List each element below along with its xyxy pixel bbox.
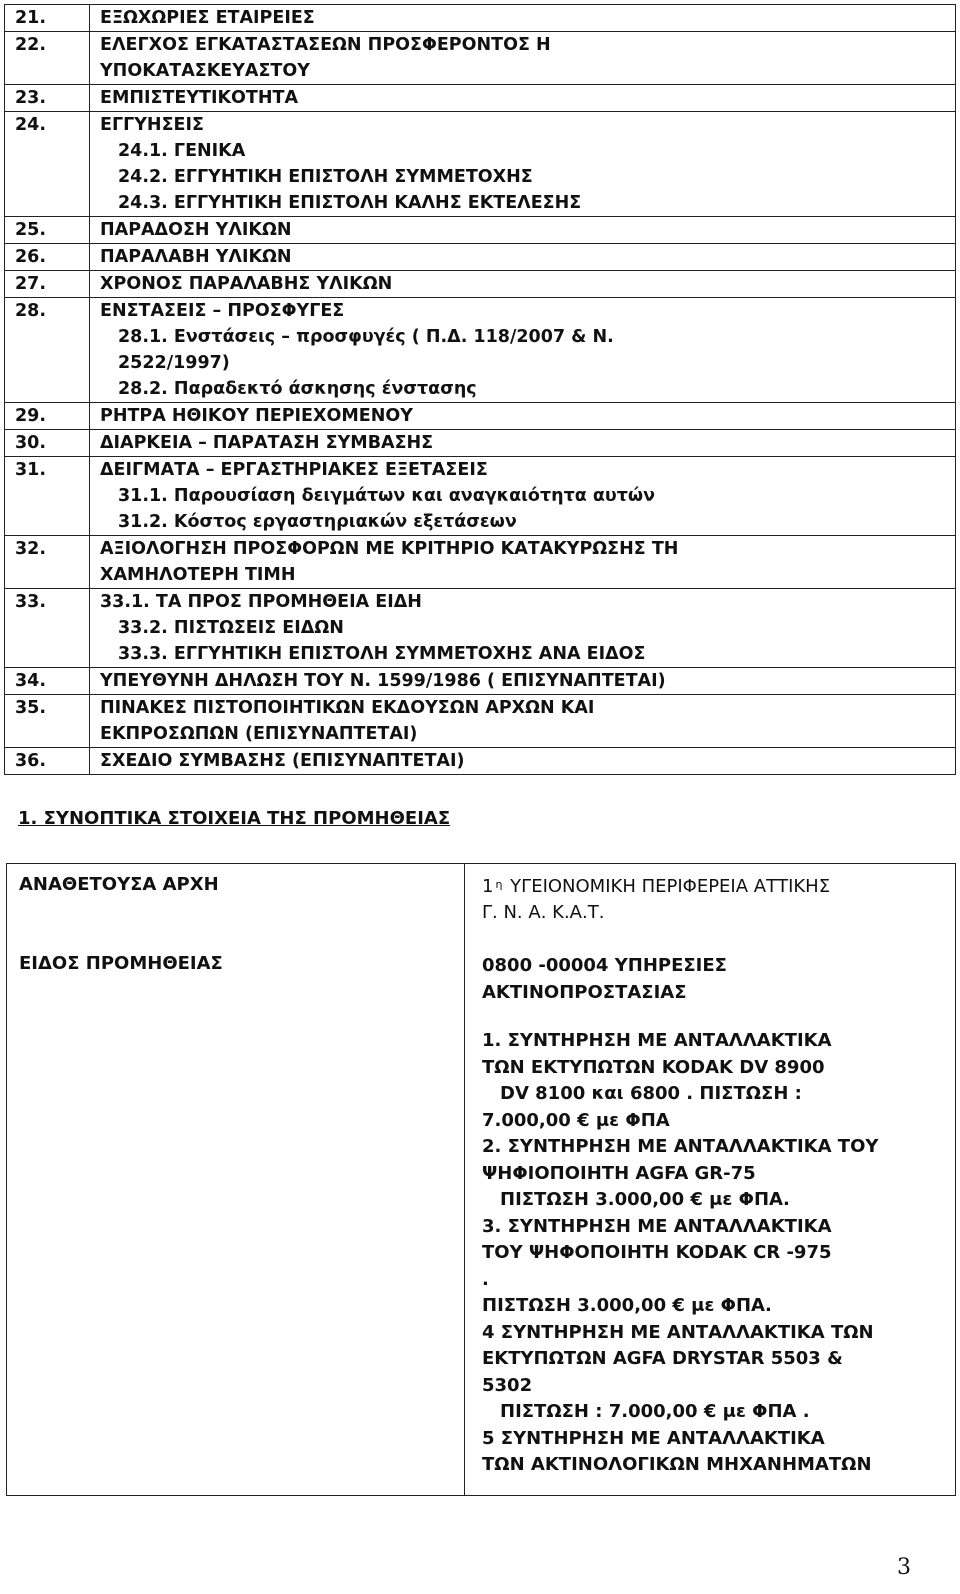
toc-line: ΔΕΙΓΜΑΤΑ – ΕΡΓΑΣΤΗΡΙΑΚΕΣ ΕΞΕΤΑΣΕΙΣ <box>100 460 488 480</box>
toc-title <box>90 536 956 589</box>
authority-line-1-text: ΥΓΕΙΟΝΟΜΙΚΗ ΠΕΡΙΦΕΡΕΙΑ ΑΤΤΙΚΗΣ <box>510 876 831 897</box>
toc-title <box>90 5 956 32</box>
toc-row <box>5 5 956 32</box>
toc-line: ΕΜΠΙΣΤΕΥΤΙΚΟΤΗΤΑ <box>100 88 298 108</box>
toc-row <box>5 271 956 298</box>
toc-number: 29. <box>5 403 90 430</box>
toc-line: ΥΠΟΚΑΤΑΣΚΕΥΑΣΤΟΥ <box>100 61 310 81</box>
procurement-item-line: DV 8100 και 6800 . ΠΙΣΤΩΣΗ : <box>500 1083 802 1104</box>
toc-title <box>90 457 956 536</box>
toc-title <box>90 85 956 112</box>
toc-row <box>5 668 956 695</box>
toc-line: 2522/1997) <box>118 353 230 373</box>
toc-title <box>90 112 956 217</box>
toc-line: ΧΡΟΝΟΣ ΠΑΡΑΛΑΒΗΣ ΥΛΙΚΩΝ <box>100 274 393 294</box>
toc-number: 30. <box>5 430 90 457</box>
toc-title <box>90 695 956 748</box>
toc-line: 31.1. Παρουσίαση δειγμάτων και αναγκαιότητα αυτών <box>118 486 655 506</box>
toc-line: 24.2. ΕΓΓΥΗΤΙΚΗ ΕΠΙΣΤΟΛΗ ΣΥΜΜΕΤΟΧΗΣ <box>118 167 533 187</box>
procurement-item-line: ΤΟΥ ΨΗΦΟΠΟΙΗΤΗ KODAK CR -975 <box>482 1242 832 1263</box>
procurement-item-line: 5 ΣΥΝΤΗΡΗΣΗ ΜΕ ΑΝΤΑΛΛΑΚΤΙΚΑ <box>482 1427 825 1449</box>
toc-title <box>90 668 956 695</box>
toc-line: ΣΧΕΔΙΟ ΣΥΜΒΑΣΗΣ (ΕΠΙΣΥΝΑΠΤΕΤΑΙ) <box>100 751 465 771</box>
authority-line-2: Γ. Ν. Α. Κ.Α.Τ. <box>482 902 605 923</box>
toc-row <box>5 536 956 589</box>
procurement-item-line: ΨΗΦΙΟΠΟΙΗΤΗ AGFA GR-75 <box>482 1162 756 1184</box>
toc-line: ΕΚΠΡΟΣΩΠΩΝ (ΕΠΙΣΥΝΑΠΤΕΤΑΙ) <box>100 724 418 744</box>
toc-title <box>90 589 956 668</box>
procurement-item-line: ΤΩΝ ΕΚΤΥΠΩΤΩΝ KODAK DV 8900 <box>482 1056 825 1078</box>
toc-line: ΠΑΡΑΛΑΒΗ ΥΛΙΚΩΝ <box>100 247 292 267</box>
toc-line: 24.1. ΓΕΝΙΚΑ <box>118 141 246 161</box>
toc-title <box>90 217 956 244</box>
toc-line: ΕΞΩΧΩΡΙΕΣ ΕΤΑΙΡΕΙΕΣ <box>100 8 315 28</box>
toc-number: 25. <box>5 217 90 244</box>
toc-line: ΕΝΣΤΑΣΕΙΣ – ΠΡΟΣΦΥΓΕΣ <box>100 301 345 321</box>
toc-title <box>90 32 956 85</box>
toc-row <box>5 748 956 775</box>
procurement-item-line: . <box>482 1268 489 1290</box>
procurement-item-line: ΠΙΣΤΩΣΗ : 7.000,00 € με ΦΠΑ . <box>500 1401 810 1422</box>
toc-title <box>90 748 956 775</box>
toc-line: ΧΑΜΗΛΟΤΕΡΗ ΤΙΜΗ <box>100 565 296 585</box>
page-number: 3 <box>897 1555 911 1580</box>
toc-number: 24. <box>5 112 90 217</box>
toc-body <box>5 5 956 775</box>
toc-row <box>5 457 956 536</box>
toc-row <box>5 589 956 668</box>
procurement-type-line-2: ΑΚΤΙΝΟΠΡΟΣΤΑΣΙΑΣ <box>482 981 687 1003</box>
toc-row <box>5 430 956 457</box>
procurement-items <box>482 1028 922 1479</box>
authority-value <box>482 874 922 926</box>
toc-number: 23. <box>5 85 90 112</box>
procurement-type-label: ΕΙΔΟΣ ΠΡΟΜΗΘΕΙΑΣ <box>19 953 223 974</box>
toc-line: 24.3. ΕΓΓΥΗΤΙΚΗ ΕΠΙΣΤΟΛΗ ΚΑΛΗΣ ΕΚΤΕΛΕΣΗΣ <box>118 193 582 213</box>
toc-line: ΠΑΡΑΔΟΣΗ ΥΛΙΚΩΝ <box>100 220 292 240</box>
procurement-item-line: 3. ΣΥΝΤΗΡΗΣΗ ΜΕ ΑΝΤΑΛΛΑΚΤΙΚΑ <box>482 1215 832 1237</box>
toc-line: ΕΓΓΥΗΣΕΙΣ <box>100 115 204 135</box>
toc-number: 28. <box>5 298 90 403</box>
authority-line-1 <box>482 874 922 900</box>
toc-title <box>90 271 956 298</box>
authority-number: 1 <box>482 876 494 897</box>
procurement-summary-box <box>6 863 956 1496</box>
procurement-type-value <box>482 953 922 1006</box>
authority-label: ΑΝΑΘΕΤΟΥΣΑ ΑΡΧΗ <box>19 874 219 895</box>
toc-number: 32. <box>5 536 90 589</box>
toc-row <box>5 695 956 748</box>
toc-row <box>5 217 956 244</box>
toc-number: 33. <box>5 589 90 668</box>
toc-line: 28.2. Παραδεκτό άσκησης ένστασης <box>118 379 477 399</box>
procurement-item-line: 2. ΣΥΝΤΗΡΗΣΗ ΜΕ ΑΝΤΑΛΛΑΚΤΙΚΑ ΤΟΥ <box>482 1136 879 1157</box>
toc-line: ΑΞΙΟΛΟΓΗΣΗ ΠΡΟΣΦΟΡΩΝ ΜΕ ΚΡΙΤΗΡΙΟ ΚΑΤΑΚΥΡΩΣΗΣ ΤΗ <box>100 539 679 559</box>
toc-row <box>5 85 956 112</box>
toc-line: 33.2. ΠΙΣΤΩΣΕΙΣ ΕΙΔΩΝ <box>118 618 344 638</box>
toc-line: ΔΙΑΡΚΕΙΑ – ΠΑΡΑΤΑΣΗ ΣΥΜΒΑΣΗΣ <box>100 433 434 453</box>
procurement-item-line: 4 ΣΥΝΤΗΡΗΣΗ ΜΕ ΑΝΤΑΛΛΑΚΤΙΚΑ ΤΩΝ <box>482 1321 874 1343</box>
toc-line: 33.1. ΤΑ ΠΡΟΣ ΠΡΟΜΗΘΕΙΑ ΕΙΔΗ <box>100 592 422 612</box>
toc-number: 26. <box>5 244 90 271</box>
toc-line: 28.1. Ενστάσεις – προσφυγές ( Π.Δ. 118/2007 & Ν. <box>118 327 614 347</box>
toc-table <box>4 4 956 775</box>
toc-row <box>5 32 956 85</box>
toc-line: 33.3. ΕΓΓΥΗΤΙΚΗ ΕΠΙΣΤΟΛΗ ΣΥΜΜΕΤΟΧΗΣ ΑΝΑ ΕΙΔΟΣ <box>118 644 646 664</box>
column-divider <box>464 864 465 1495</box>
toc-title <box>90 403 956 430</box>
procurement-item-line: ΠΙΣΤΩΣΗ 3.000,00 € με ΦΠΑ. <box>500 1189 790 1210</box>
toc-line: 31.2. Κόστος εργαστηριακών εξετάσεων <box>118 512 517 532</box>
toc-row <box>5 112 956 217</box>
toc-row <box>5 403 956 430</box>
toc-number: 34. <box>5 668 90 695</box>
toc-title <box>90 298 956 403</box>
toc-title <box>90 244 956 271</box>
procurement-item-line: 7.000,00 € με ΦΠΑ <box>482 1109 670 1131</box>
toc-number: 27. <box>5 271 90 298</box>
toc-line: ΡΗΤΡΑ ΗΘΙΚΟΥ ΠΕΡΙΕΧΟΜΕΝΟΥ <box>100 406 413 426</box>
toc-number: 35. <box>5 695 90 748</box>
toc-row <box>5 298 956 403</box>
toc-number: 21. <box>5 5 90 32</box>
toc-line: ΕΛΕΓΧΟΣ ΕΓΚΑΤΑΣΤΑΣΕΩΝ ΠΡΟΣΦΕΡΟΝΤΟΣ Η <box>100 35 551 55</box>
procurement-item-line: ΤΩΝ ΑΚΤΙΝΟΛΟΓΙΚΩΝ ΜΗΧΑΝΗΜΑΤΩΝ <box>482 1454 872 1475</box>
procurement-item-line: 1. ΣΥΝΤΗΡΗΣΗ ΜΕ ΑΝΤΑΛΛΑΚΤΙΚΑ <box>482 1030 832 1051</box>
authority-superscript: η <box>495 878 503 891</box>
procurement-item-line: 5302 <box>482 1374 533 1396</box>
toc-number: 22. <box>5 32 90 85</box>
section-title: 1. ΣΥΝΟΠΤΙΚΑ ΣΤΟΙΧΕΙΑ ΤΗΣ ΠΡΟΜΗΘΕΙΑΣ <box>18 808 451 829</box>
toc-title <box>90 430 956 457</box>
toc-number: 31. <box>5 457 90 536</box>
toc-line: ΠΙΝΑΚΕΣ ΠΙΣΤΟΠΟΙΗΤΙΚΩΝ ΕΚΔΟΥΣΩΝ ΑΡΧΩΝ ΚΑΙ <box>100 698 595 718</box>
toc-row <box>5 244 956 271</box>
procurement-item-line: ΕΚΤΥΠΩΤΩΝ AGFA DRYSTAR 5503 & <box>482 1348 843 1369</box>
toc-line: ΥΠΕΥΘΥΝΗ ΔΗΛΩΣΗ ΤΟΥ Ν. 1599/1986 ( ΕΠΙΣΥΝΑΠΤΕΤΑΙ) <box>100 671 666 691</box>
procurement-item-line: ΠΙΣΤΩΣΗ 3.000,00 € με ΦΠΑ. <box>482 1295 772 1316</box>
toc-number: 36. <box>5 748 90 775</box>
procurement-type-line-1: 0800 -00004 ΥΠΗΡΕΣΙΕΣ <box>482 955 727 976</box>
